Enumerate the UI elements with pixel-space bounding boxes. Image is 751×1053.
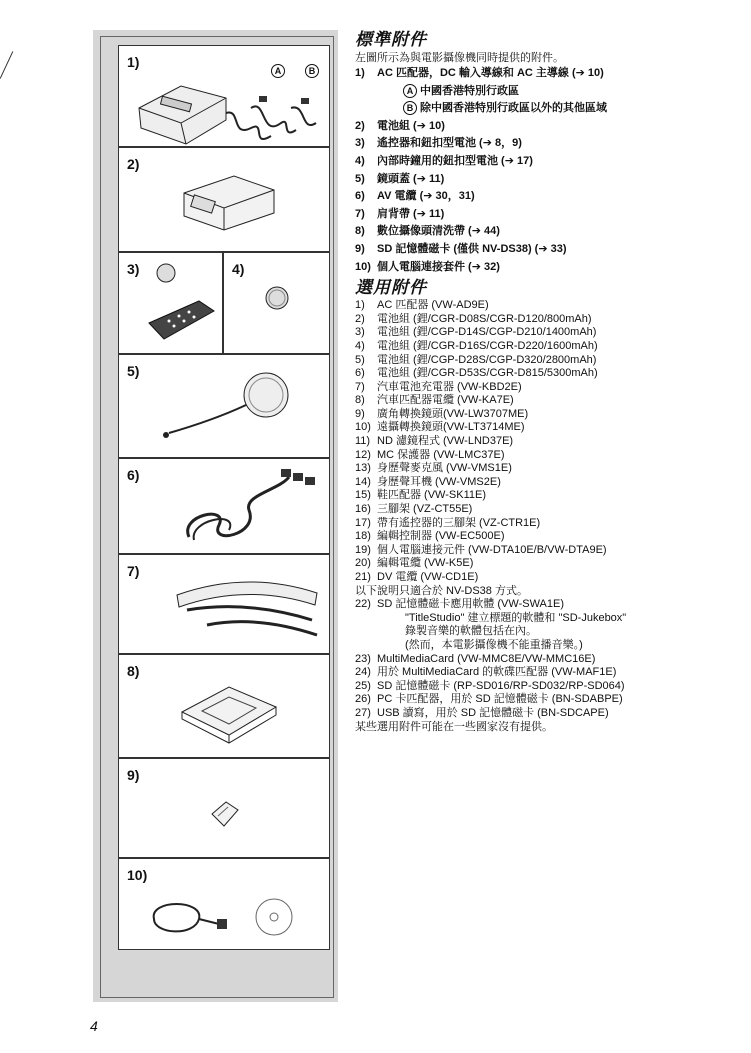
list-item: [355, 585, 745, 599]
list-item: [355, 408, 745, 422]
item-text: SD 記憶體磁卡應用軟體 (VW-SWA1E): [377, 598, 565, 611]
item-text: 帶有遙控器的三腳架 (VZ-CTR1E): [377, 516, 541, 529]
list-item: [355, 171, 745, 189]
item-text: 肩背帶 (➔ 11): [377, 207, 445, 220]
item-number: 27): [355, 706, 371, 719]
item-text: 身歷聲耳機 (VW-VMS2E): [377, 475, 501, 488]
item-number: 7): [355, 380, 365, 393]
list-item: [355, 421, 745, 435]
item-number: 14): [355, 475, 371, 488]
item-text: AV 電纜 (➔ 30，31): [377, 190, 475, 203]
item-number: 6): [355, 367, 365, 380]
list-item: [355, 118, 745, 136]
list-item: [355, 367, 745, 381]
item-number: 17): [355, 516, 371, 529]
pc-kit-illustration: [144, 889, 324, 947]
list-item: [355, 625, 745, 639]
list-item: [355, 381, 745, 395]
standard-accessories-list: [355, 65, 745, 276]
item-text: AC 匹配器 (VW-AD9E): [377, 299, 489, 312]
list-item: [355, 693, 745, 707]
item-text: 遠攝轉換鏡頭(VW-LT3714ME): [377, 421, 525, 434]
item-text: 電池組 (鋰/CGR-D53S/CGR-D815/5300mAh): [377, 367, 598, 380]
cell-remote-controller: [118, 252, 223, 354]
list-item: [355, 571, 745, 585]
region-mark: A: [403, 84, 417, 98]
item-number: 7): [355, 207, 365, 220]
margin-mark: [0, 51, 13, 79]
item-number: 24): [355, 666, 371, 679]
cleaning-tape-illustration: [174, 667, 284, 752]
item-text: MC 保護器 (VW-LMC37E): [377, 448, 505, 461]
cell-label: 5): [127, 363, 140, 379]
list-item: [355, 653, 745, 667]
item-number: 1): [355, 67, 365, 79]
item-number: 11): [355, 435, 371, 448]
list-item: [355, 326, 745, 340]
item-text: "TitleStudio" 建立標題的軟體和 "SD-Jukebox": [405, 611, 627, 624]
list-item: [355, 680, 745, 694]
item-text: 鞋匹配器 (VW-SK11E): [377, 489, 486, 502]
list-item: [355, 206, 745, 224]
standard-intro: 左圖所示為與電影攝像機同時提供的附件。: [355, 52, 564, 64]
item-number: 8): [355, 225, 365, 238]
cell-label: 6): [127, 467, 140, 483]
cell-label: 8): [127, 663, 140, 679]
list-item: [355, 65, 745, 83]
item-text: 某些選用附件可能在一些國家沒有提供。: [355, 720, 553, 733]
cell-label: 4): [232, 261, 245, 277]
list-item: [355, 449, 745, 463]
list-item: [355, 223, 745, 241]
item-number: 12): [355, 448, 371, 461]
item-number: 5): [355, 353, 365, 366]
optional-accessories-list: [355, 299, 745, 734]
item-text: 錄製音樂的軟體包括在內。: [405, 625, 537, 638]
cell-battery-pack: [118, 147, 330, 252]
item-text: ND 濾鏡程式 (VW-LND37E): [377, 435, 514, 448]
item-text: 內部時鐘用的鈕扣型電池 (➔ 17): [377, 154, 533, 167]
item-number: 10): [355, 260, 371, 273]
list-item: [355, 721, 745, 735]
list-item: [355, 259, 745, 277]
item-text: 電池組 (鋰/CGP-D28S/CGP-D320/2800mAh): [377, 353, 597, 366]
item-number: 10): [355, 421, 371, 434]
item-text: 編輯電纜 (VW-K5E): [377, 557, 474, 570]
item-number: 9): [355, 407, 365, 420]
standard-accessories-title: 標準附件: [355, 30, 427, 50]
item-text: 鏡頭蓋 (➔ 11): [377, 172, 445, 185]
item-text: 除中國香港特別行政區以外的其他區域: [420, 102, 607, 115]
item-text: 個人電腦連接元件 (VW-DTA10E/B/VW-DTA9E): [377, 543, 607, 556]
item-number: 2): [355, 119, 365, 132]
shoulder-strap-illustration: [167, 565, 327, 645]
cell-cleaning-tape: [118, 654, 330, 758]
item-text: (然而，本電影攝像機不能重播音樂。): [405, 638, 583, 651]
item-number: 2): [355, 312, 365, 325]
cell-lens-cap: [118, 354, 330, 458]
item-text: DV 電纜 (VW-CD1E): [377, 571, 479, 583]
cell-label: 1): [127, 54, 140, 70]
item-text: 電池組 (鋰/CGP-D14S/CGP-D210/1400mAh): [377, 326, 597, 339]
list-item: [355, 530, 745, 544]
item-text: 電池組 (鋰/CGR-D08S/CGR-D120/800mAh): [377, 312, 592, 325]
cell-shoulder-strap: [118, 554, 330, 654]
item-text: 電池組 (鋰/CGR-D16S/CGR-D220/1600mAh): [377, 339, 598, 352]
list-item: [355, 503, 745, 517]
item-number: 22): [355, 598, 371, 611]
list-item: [355, 476, 745, 490]
cell-av-cable: [118, 458, 330, 554]
list-item: [355, 557, 745, 571]
item-text: 編輯控制器 (VW-EC500E): [377, 530, 505, 543]
region-mark: B: [403, 101, 417, 115]
item-text: 數位攝像頭清洗帶 (➔ 44): [377, 225, 500, 238]
ac-adaptor-illustration: [131, 68, 326, 146]
button-battery-illustration: [262, 283, 292, 313]
item-number: 20): [355, 557, 371, 570]
optional-accessories-title: 選用附件: [355, 278, 427, 299]
list-item: [355, 188, 745, 206]
list-item: [355, 354, 745, 368]
battery-pack-illustration: [174, 168, 284, 238]
item-number: 26): [355, 693, 371, 706]
cell-pc-connection-kit: [118, 858, 330, 950]
item-text: 個人電腦連接套件 (➔ 32): [377, 260, 500, 273]
item-text: 以下說明只適合於 NV-DS38 方式。: [355, 584, 528, 597]
list-item: [355, 135, 745, 153]
item-text: 汽車電池充電器 (VW-KBD2E): [377, 380, 522, 393]
item-text: USB 讀寫，用於 SD 記憶體磁卡 (BN-SDCAPE): [377, 706, 609, 719]
cell-sd-card: [118, 758, 330, 858]
item-number: 4): [355, 339, 365, 352]
list-item: [355, 544, 745, 558]
item-text: 中國香港特別行政區: [420, 84, 519, 97]
item-text: 廣角轉換鏡頭(VW-LW3707ME): [377, 407, 529, 420]
item-number: 5): [355, 172, 365, 185]
item-text: 汽車匹配器電纜 (VW-KA7E): [377, 394, 514, 407]
list-item: [355, 241, 745, 259]
item-number: 21): [355, 571, 371, 583]
item-text: SD 記憶體磁卡 (僅供 NV-DS38) (➔ 33): [377, 242, 567, 255]
cell-label: 7): [127, 563, 140, 579]
item-number: 13): [355, 462, 371, 475]
av-cable-illustration: [169, 465, 319, 553]
item-number: 1): [355, 299, 365, 312]
list-item: [355, 639, 745, 653]
cell-label: 2): [127, 156, 140, 172]
item-text: 電池組 (➔ 10): [377, 119, 445, 132]
list-item: [355, 299, 745, 313]
item-number: 18): [355, 530, 371, 543]
list-item: [355, 100, 745, 118]
cell-ac-adaptor: [118, 45, 330, 147]
mark-a: A: [271, 64, 285, 78]
list-item: [355, 489, 745, 503]
cell-clock-battery: [223, 252, 330, 354]
list-item: [355, 517, 745, 531]
item-number: 23): [355, 652, 371, 665]
item-number: 16): [355, 503, 371, 516]
item-number: 9): [355, 242, 365, 255]
item-number: 3): [355, 326, 365, 339]
list-item: [355, 435, 745, 449]
item-number: 25): [355, 679, 371, 692]
list-item: [355, 666, 745, 680]
list-item: [355, 340, 745, 354]
cell-label: 10): [127, 867, 148, 883]
item-text: 遙控器和鈕扣型電池 (➔ 8，9): [377, 137, 522, 150]
list-item: [355, 83, 745, 101]
cell-label: 3): [127, 261, 140, 277]
item-number: 15): [355, 489, 371, 502]
item-number: 3): [355, 137, 365, 150]
list-item: [355, 153, 745, 171]
mark-b: B: [305, 64, 319, 78]
item-text: SD 記憶體磁卡 (RP-SD016/RP-SD032/RP-SD064): [377, 679, 625, 692]
item-text: 三腳架 (VZ-CT55E): [377, 503, 473, 516]
item-text: PC 卡匹配器，用於 SD 記憶體磁卡 (BN-SDABPE): [377, 693, 623, 706]
remote-controller-illustration: [144, 261, 222, 351]
item-number: 8): [355, 394, 365, 407]
item-number: 6): [355, 190, 365, 203]
list-item: [355, 707, 745, 721]
item-number: 4): [355, 154, 365, 167]
item-text: MultiMediaCard (VW-MMC8E/VW-MMC16E): [377, 652, 596, 665]
list-item: [355, 462, 745, 476]
text-column: [355, 30, 745, 734]
list-item: [355, 598, 745, 612]
page-number: 4: [90, 1018, 98, 1034]
item-text: 身歷聲麥克風 (VW-VMS1E): [377, 462, 512, 475]
list-item: [355, 612, 745, 626]
item-text: 用於 MultiMediaCard 的軟碟匹配器 (VW-MAF1E): [377, 666, 617, 679]
sd-card-illustration: [204, 794, 244, 834]
item-text: AC 匹配器，DC 輸入導線和 AC 主導線 (➔ 10): [377, 67, 604, 79]
cell-label: 9): [127, 767, 140, 783]
lens-cap-illustration: [154, 365, 314, 455]
item-number: 19): [355, 543, 371, 556]
list-item: [355, 394, 745, 408]
list-item: [355, 313, 745, 327]
